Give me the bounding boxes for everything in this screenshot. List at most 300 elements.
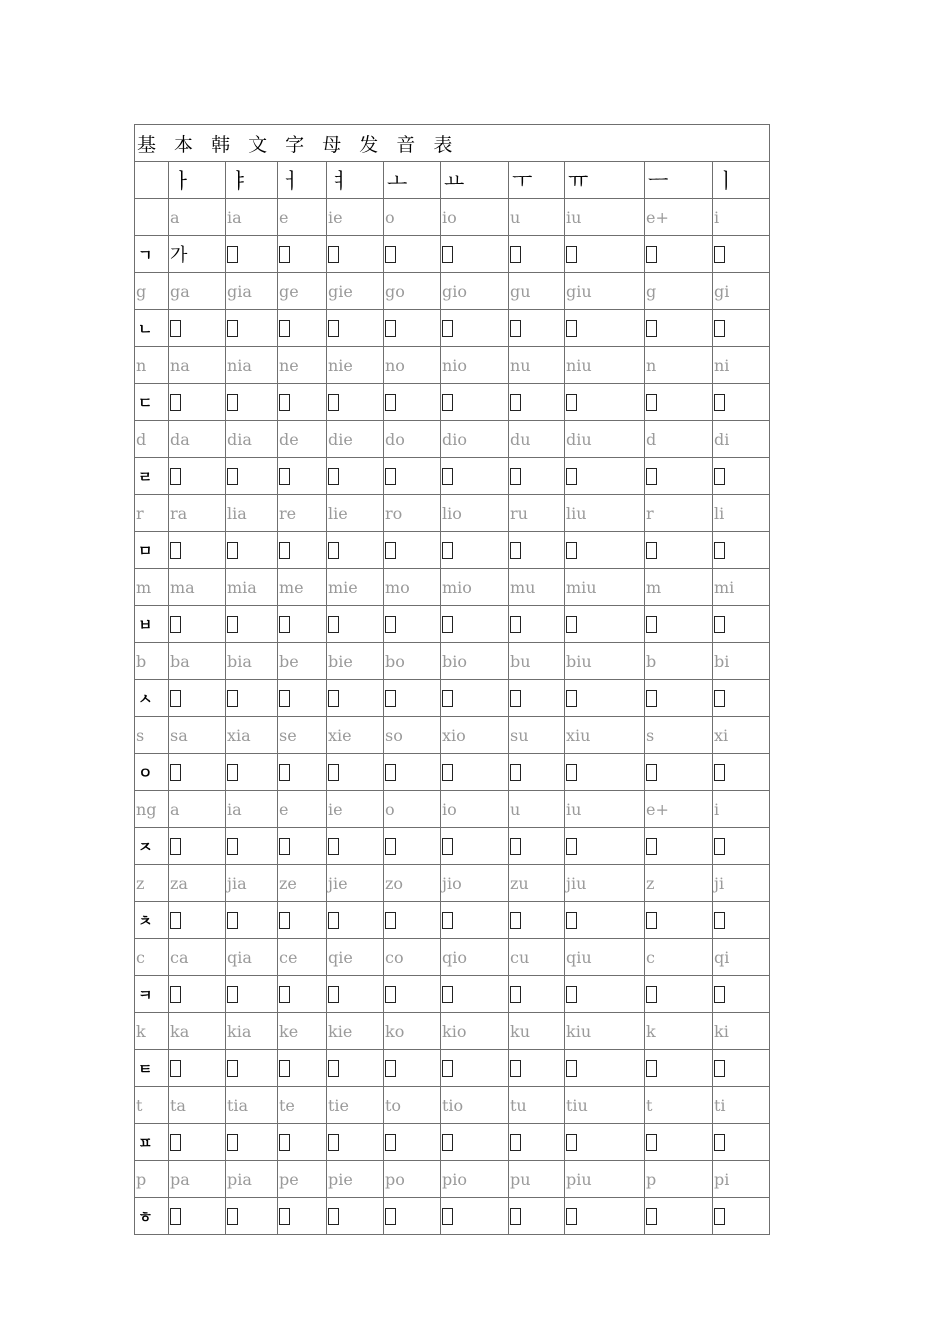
romanization-cell: bu <box>509 643 565 680</box>
syllable-cell <box>509 532 565 569</box>
romanization-row <box>135 421 770 458</box>
romanization-cell: sa <box>169 717 226 754</box>
vowel-romanization-cell: a <box>169 199 226 236</box>
romanization-cell: pia <box>226 1161 278 1198</box>
syllable-cell <box>278 458 327 495</box>
romanization-cell: ga <box>169 273 226 310</box>
missing-glyph-box <box>646 986 657 1003</box>
romanization-cell: bo <box>384 643 441 680</box>
missing-glyph-box <box>442 616 453 633</box>
latin-initial-cell: b <box>135 643 169 680</box>
romanization-cell: niu <box>565 347 645 384</box>
missing-glyph-box <box>442 1060 453 1077</box>
romanization-row <box>135 347 770 384</box>
romanization-row <box>135 717 770 754</box>
syllable-cell <box>645 236 713 273</box>
missing-glyph-box <box>566 1134 577 1151</box>
romanization-row <box>135 791 770 828</box>
romanization-cell: t <box>645 1087 713 1124</box>
syllable-cell <box>713 976 770 1013</box>
syllable-cell <box>645 384 713 421</box>
missing-glyph-box <box>566 320 577 337</box>
missing-glyph-box <box>279 1134 290 1151</box>
missing-glyph-box <box>566 1060 577 1077</box>
syllable-cell <box>169 1124 226 1161</box>
consonant-cell: ㅅ <box>135 680 169 717</box>
syllable-cell <box>441 1198 509 1235</box>
consonant-cell: ㅌ <box>135 1050 169 1087</box>
syllable-cell <box>713 458 770 495</box>
romanization-row <box>135 495 770 532</box>
syllable-cell <box>327 310 384 347</box>
missing-glyph-box <box>442 394 453 411</box>
missing-glyph-box <box>566 764 577 781</box>
missing-glyph-box <box>328 764 339 781</box>
romanization-cell: gu <box>509 273 565 310</box>
syllable-cell <box>384 532 441 569</box>
romanization-cell: pu <box>509 1161 565 1198</box>
syllable-cell <box>441 754 509 791</box>
vowel-cell: ㅜ <box>509 162 565 199</box>
syllable-cell <box>441 1124 509 1161</box>
missing-glyph-box <box>328 1208 339 1225</box>
romanization-cell: te <box>278 1087 327 1124</box>
syllable-cell <box>441 976 509 1013</box>
missing-glyph-box <box>442 986 453 1003</box>
missing-glyph-box <box>279 246 290 263</box>
latin-initial-cell: c <box>135 939 169 976</box>
romanization-cell: r <box>645 495 713 532</box>
syllable-cell <box>565 532 645 569</box>
missing-glyph-box <box>328 986 339 1003</box>
romanization-cell: di <box>713 421 770 458</box>
romanization-cell: kia <box>226 1013 278 1050</box>
syllable-cell <box>713 754 770 791</box>
missing-glyph-box <box>646 912 657 929</box>
romanization-cell: zo <box>384 865 441 902</box>
syllable-cell <box>226 458 278 495</box>
romanization-cell: p <box>645 1161 713 1198</box>
romanization-cell: ne <box>278 347 327 384</box>
missing-glyph-box <box>170 616 181 633</box>
syllable-cell <box>713 532 770 569</box>
syllable-cell <box>278 532 327 569</box>
romanization-cell: nie <box>327 347 384 384</box>
latin-initial-cell: n <box>135 347 169 384</box>
syllable-cell <box>441 902 509 939</box>
consonant-cell: ㅊ <box>135 902 169 939</box>
romanization-cell: bi <box>713 643 770 680</box>
romanization-cell: o <box>384 791 441 828</box>
missing-glyph-box <box>328 690 339 707</box>
missing-glyph-box <box>170 912 181 929</box>
missing-glyph-box <box>385 246 396 263</box>
syllable-cell <box>384 976 441 1013</box>
syllable-cell <box>509 310 565 347</box>
vowel-cell: ㅓ <box>278 162 327 199</box>
syllable-cell <box>645 976 713 1013</box>
latin-initial-cell: p <box>135 1161 169 1198</box>
syllable-cell <box>278 606 327 643</box>
missing-glyph-box <box>566 542 577 559</box>
syllable-cell <box>278 828 327 865</box>
syllable-cell <box>565 754 645 791</box>
syllable-cell <box>226 680 278 717</box>
missing-glyph-box <box>385 468 396 485</box>
syllable-cell <box>645 1124 713 1161</box>
romanization-cell: biu <box>565 643 645 680</box>
missing-glyph-box <box>227 1060 238 1077</box>
syllable-cell <box>384 902 441 939</box>
missing-glyph-box <box>646 542 657 559</box>
romanization-cell: tie <box>327 1087 384 1124</box>
romanization-cell: na <box>169 347 226 384</box>
romanization-cell: xio <box>441 717 509 754</box>
missing-glyph-box <box>227 320 238 337</box>
missing-glyph-box <box>170 320 181 337</box>
missing-glyph-box <box>714 912 725 929</box>
consonant-row <box>135 384 770 421</box>
missing-glyph-box <box>227 838 238 855</box>
missing-glyph-box <box>566 394 577 411</box>
syllable-cell <box>327 902 384 939</box>
missing-glyph-box <box>385 394 396 411</box>
romanization-cell: dio <box>441 421 509 458</box>
syllable-cell <box>278 1050 327 1087</box>
romanization-cell: nia <box>226 347 278 384</box>
missing-glyph-box <box>510 1060 521 1077</box>
romanization-row <box>135 569 770 606</box>
romanization-cell: kio <box>441 1013 509 1050</box>
syllable-cell <box>169 458 226 495</box>
romanization-cell: mu <box>509 569 565 606</box>
romanization-row <box>135 939 770 976</box>
missing-glyph-box <box>646 468 657 485</box>
romanization-cell: m <box>645 569 713 606</box>
syllable-cell <box>278 902 327 939</box>
missing-glyph-box <box>227 394 238 411</box>
syllable-cell <box>713 680 770 717</box>
missing-glyph-box <box>328 394 339 411</box>
syllable-cell <box>509 458 565 495</box>
consonant-row <box>135 532 770 569</box>
missing-glyph-box <box>279 764 290 781</box>
missing-glyph-box <box>646 1208 657 1225</box>
syllable-cell <box>384 310 441 347</box>
vowel-cell: ㅛ <box>441 162 509 199</box>
syllable-cell <box>713 1124 770 1161</box>
missing-glyph-box <box>714 986 725 1003</box>
latin-initial-cell: t <box>135 1087 169 1124</box>
syllable-cell <box>509 1050 565 1087</box>
syllable-cell <box>327 532 384 569</box>
missing-glyph-box <box>279 320 290 337</box>
syllable-cell <box>645 532 713 569</box>
missing-glyph-box <box>170 542 181 559</box>
missing-glyph-box <box>566 838 577 855</box>
romanization-cell: io <box>441 791 509 828</box>
missing-glyph-box <box>328 616 339 633</box>
syllable-cell <box>509 976 565 1013</box>
missing-glyph-box <box>442 912 453 929</box>
romanization-row <box>135 1013 770 1050</box>
missing-glyph-box <box>170 764 181 781</box>
missing-glyph-box <box>328 320 339 337</box>
romanization-cell: ta <box>169 1087 226 1124</box>
syllable-cell <box>278 1124 327 1161</box>
missing-glyph-box <box>566 986 577 1003</box>
romanization-cell: xiu <box>565 717 645 754</box>
consonant-cell: ㄴ <box>135 310 169 347</box>
latin-initial-cell: ng <box>135 791 169 828</box>
romanization-cell: ro <box>384 495 441 532</box>
romanization-cell: piu <box>565 1161 645 1198</box>
missing-glyph-box <box>510 542 521 559</box>
syllable-cell <box>565 1124 645 1161</box>
missing-glyph-box <box>714 468 725 485</box>
syllable-cell <box>565 606 645 643</box>
syllable-cell <box>509 606 565 643</box>
missing-glyph-box <box>442 690 453 707</box>
consonant-cell: ㄹ <box>135 458 169 495</box>
romanization-cell: gio <box>441 273 509 310</box>
syllable-cell <box>226 828 278 865</box>
missing-glyph-box <box>279 468 290 485</box>
romanization-cell: mi <box>713 569 770 606</box>
romanization-cell: ru <box>509 495 565 532</box>
romanization-cell: jie <box>327 865 384 902</box>
syllable-cell <box>327 976 384 1013</box>
missing-glyph-box <box>328 246 339 263</box>
missing-glyph-box <box>566 246 577 263</box>
syllable-cell <box>226 754 278 791</box>
syllable-cell <box>441 1050 509 1087</box>
romanization-cell: qio <box>441 939 509 976</box>
syllable-cell <box>565 1198 645 1235</box>
consonant-cell: ㅇ <box>135 754 169 791</box>
romanization-cell: gi <box>713 273 770 310</box>
romanization-cell: mo <box>384 569 441 606</box>
romanization-cell: da <box>169 421 226 458</box>
missing-glyph-box <box>385 1208 396 1225</box>
romanization-cell: tia <box>226 1087 278 1124</box>
missing-glyph-box <box>510 986 521 1003</box>
romanization-cell: ji <box>713 865 770 902</box>
consonant-row <box>135 1050 770 1087</box>
romanization-cell: tio <box>441 1087 509 1124</box>
missing-glyph-box <box>442 764 453 781</box>
syllable-cell <box>565 902 645 939</box>
syllable-cell <box>384 754 441 791</box>
missing-glyph-box <box>227 1134 238 1151</box>
romanization-cell: no <box>384 347 441 384</box>
missing-glyph-box <box>566 690 577 707</box>
syllable-cell <box>645 606 713 643</box>
missing-glyph-box <box>442 542 453 559</box>
syllable-cell <box>169 384 226 421</box>
vowel-romanization-cell: ie <box>327 199 384 236</box>
romanization-cell: bie <box>327 643 384 680</box>
romanization-cell: xia <box>226 717 278 754</box>
consonant-cell: ㄱ <box>135 236 169 273</box>
missing-glyph-box <box>279 542 290 559</box>
missing-glyph-box <box>510 394 521 411</box>
consonant-row <box>135 754 770 791</box>
syllable-cell <box>384 1050 441 1087</box>
missing-glyph-box <box>385 986 396 1003</box>
romanization-cell: s <box>645 717 713 754</box>
romanization-cell: qiu <box>565 939 645 976</box>
romanization-cell: ia <box>226 791 278 828</box>
vowel-romanization-cell: u <box>509 199 565 236</box>
romanization-cell: me <box>278 569 327 606</box>
missing-glyph-box <box>646 394 657 411</box>
romanization-cell: pi <box>713 1161 770 1198</box>
romanization-cell: mie <box>327 569 384 606</box>
syllable-cell <box>713 606 770 643</box>
syllable-cell <box>384 680 441 717</box>
missing-glyph-box <box>227 246 238 263</box>
missing-glyph-box <box>714 1060 725 1077</box>
romanization-cell: ca <box>169 939 226 976</box>
romanization-cell: ti <box>713 1087 770 1124</box>
syllable-cell <box>226 236 278 273</box>
missing-glyph-box <box>328 1134 339 1151</box>
syllable-cell <box>509 384 565 421</box>
syllable-cell <box>169 680 226 717</box>
syllable-cell <box>509 1124 565 1161</box>
consonant-row <box>135 902 770 939</box>
romanization-cell: zu <box>509 865 565 902</box>
romanization-cell: ie <box>327 791 384 828</box>
romanization-row <box>135 643 770 680</box>
syllable-cell <box>327 1050 384 1087</box>
syllable-cell <box>226 1050 278 1087</box>
missing-glyph-box <box>385 764 396 781</box>
romanization-row <box>135 1161 770 1198</box>
syllable-cell <box>278 310 327 347</box>
missing-glyph-box <box>442 1134 453 1151</box>
romanization-cell: g <box>645 273 713 310</box>
romanization-cell: nu <box>509 347 565 384</box>
missing-glyph-box <box>385 542 396 559</box>
romanization-cell: k <box>645 1013 713 1050</box>
romanization-cell: n <box>645 347 713 384</box>
syllable-cell <box>327 1124 384 1161</box>
romanization-row <box>135 273 770 310</box>
romanization-cell: kiu <box>565 1013 645 1050</box>
latin-initial-cell: z <box>135 865 169 902</box>
romanization-cell: be <box>278 643 327 680</box>
syllable-cell <box>441 310 509 347</box>
syllable-cell <box>565 1050 645 1087</box>
syllable-cell <box>565 236 645 273</box>
missing-glyph-box <box>714 616 725 633</box>
missing-glyph-box <box>714 246 725 263</box>
syllable-cell <box>278 680 327 717</box>
syllable-cell <box>384 1198 441 1235</box>
consonant-cell: ㄷ <box>135 384 169 421</box>
syllable-cell <box>278 1198 327 1235</box>
missing-glyph-box <box>170 690 181 707</box>
consonant-cell: ㅍ <box>135 1124 169 1161</box>
syllable-cell <box>226 1198 278 1235</box>
syllable-cell <box>441 606 509 643</box>
vowel-romanization-cell: ia <box>226 199 278 236</box>
romanization-cell: jiu <box>565 865 645 902</box>
syllable-cell <box>169 976 226 1013</box>
romanization-cell: ku <box>509 1013 565 1050</box>
romanization-cell: ke <box>278 1013 327 1050</box>
syllable-cell <box>226 310 278 347</box>
consonant-row <box>135 1124 770 1161</box>
romanization-cell: jio <box>441 865 509 902</box>
syllable-cell <box>645 310 713 347</box>
romanization-cell: kie <box>327 1013 384 1050</box>
syllable-cell <box>509 828 565 865</box>
consonant-row <box>135 310 770 347</box>
missing-glyph-box <box>714 838 725 855</box>
missing-glyph-box <box>170 394 181 411</box>
romanization-cell: miu <box>565 569 645 606</box>
hangul-table <box>134 124 770 1235</box>
missing-glyph-box <box>646 764 657 781</box>
missing-glyph-box <box>170 1208 181 1225</box>
missing-glyph-box <box>385 912 396 929</box>
missing-glyph-box <box>714 690 725 707</box>
syllable-cell <box>169 310 226 347</box>
romanization-cell: liu <box>565 495 645 532</box>
syllable-cell <box>565 680 645 717</box>
missing-glyph-box <box>170 1134 181 1151</box>
syllable-cell <box>384 1124 441 1161</box>
romanization-cell: to <box>384 1087 441 1124</box>
romanization-cell: re <box>278 495 327 532</box>
vowel-romanization-cell: e <box>278 199 327 236</box>
syllable-cell <box>327 606 384 643</box>
vowel-cell: ㅕ <box>327 162 384 199</box>
syllable-cell <box>278 976 327 1013</box>
romanization-cell: xie <box>327 717 384 754</box>
missing-glyph-box <box>510 764 521 781</box>
missing-glyph-box <box>227 912 238 929</box>
syllable-cell <box>384 236 441 273</box>
romanization-cell: qi <box>713 939 770 976</box>
syllable-cell <box>169 606 226 643</box>
consonant-row <box>135 828 770 865</box>
missing-glyph-box <box>442 838 453 855</box>
vowel-cell: ㅡ <box>645 162 713 199</box>
romanization-cell: lia <box>226 495 278 532</box>
missing-glyph-box <box>442 1208 453 1225</box>
syllable-cell <box>713 902 770 939</box>
consonant-row <box>135 236 770 273</box>
syllable-cell <box>441 532 509 569</box>
romanization-cell: mia <box>226 569 278 606</box>
syllable-cell <box>509 754 565 791</box>
syllable-cell <box>441 384 509 421</box>
consonant-row <box>135 680 770 717</box>
missing-glyph-box <box>279 616 290 633</box>
syllable-cell <box>327 1198 384 1235</box>
syllable-cell <box>169 1198 226 1235</box>
vowel-romanization-row <box>135 199 770 236</box>
vowel-cell: ㅏ <box>169 162 226 199</box>
latin-initial-cell: r <box>135 495 169 532</box>
missing-glyph-box <box>279 394 290 411</box>
romanization-cell: ra <box>169 495 226 532</box>
vowel-cell: ㅗ <box>384 162 441 199</box>
